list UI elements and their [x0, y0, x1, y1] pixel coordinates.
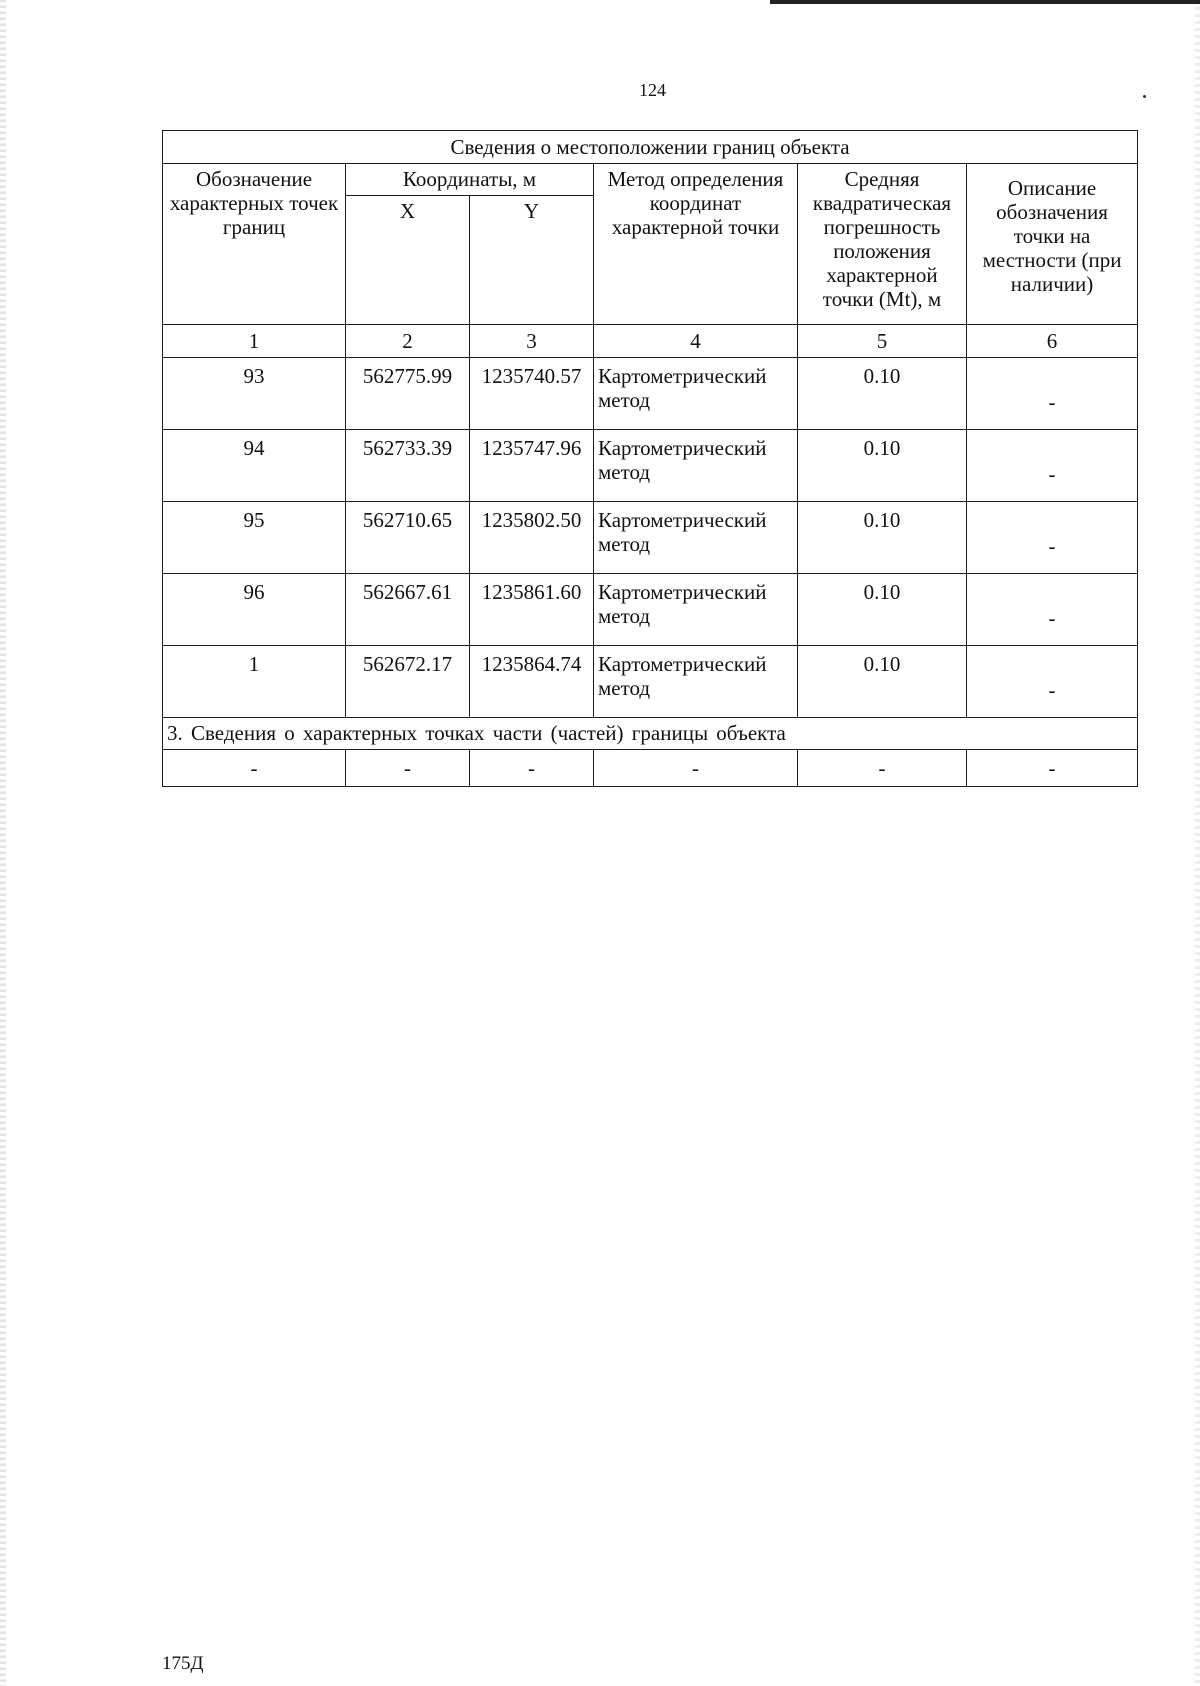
table-row: [163, 502, 1138, 574]
error-cell: 0.10: [798, 646, 967, 718]
point-cell: 96: [163, 574, 346, 646]
method-cell: Картометрический метод: [594, 358, 798, 430]
header-method: Метод определения координат характерной точки: [594, 164, 798, 325]
x-cell: 562775.99: [346, 358, 470, 430]
header-x: X: [346, 196, 470, 325]
header-row: [163, 164, 1138, 196]
description-cell: -: [967, 502, 1138, 574]
boundary-coordinates-table: [162, 130, 1138, 787]
x-cell: 562733.39: [346, 430, 470, 502]
empty-cell: -: [346, 750, 470, 787]
header-y: Y: [470, 196, 594, 325]
y-cell: 1235747.96: [470, 430, 594, 502]
method-cell: Картометрический метод: [594, 646, 798, 718]
x-cell: 562672.17: [346, 646, 470, 718]
x-cell: 562667.61: [346, 574, 470, 646]
error-cell: 0.10: [798, 502, 967, 574]
table-row: [163, 430, 1138, 502]
empty-cell: -: [163, 750, 346, 787]
empty-cell: -: [470, 750, 594, 787]
column-number: 2: [346, 325, 470, 358]
method-cell: Картометрический метод: [594, 502, 798, 574]
column-number: 1: [163, 325, 346, 358]
table-row: [163, 574, 1138, 646]
section-3-title: 3. Сведения о характерных точках части (частей) границы объекта: [163, 718, 1138, 750]
column-number: 5: [798, 325, 967, 358]
column-number: 6: [967, 325, 1138, 358]
table-row: [163, 358, 1138, 430]
header-error: Средняя квадратическая погрешность положения характерной точки (Mt), м: [798, 164, 967, 325]
point-cell: 94: [163, 430, 346, 502]
description-cell: -: [967, 646, 1138, 718]
empty-cell: -: [967, 750, 1138, 787]
header-description: Описание обозначения точки на местности (при наличии): [967, 164, 1138, 325]
scan-edge-left: [0, 0, 6, 1686]
description-cell: -: [967, 430, 1138, 502]
column-number-row: [163, 325, 1138, 358]
scan-edge-right: [1195, 0, 1200, 1686]
error-cell: 0.10: [798, 574, 967, 646]
footer-document-code: 175Д: [162, 1653, 204, 1674]
section-3-empty-row: [163, 750, 1138, 787]
table-row: [163, 646, 1138, 718]
description-cell: -: [967, 574, 1138, 646]
page-number: 124: [639, 80, 666, 100]
point-cell: 1: [163, 646, 346, 718]
y-cell: 1235802.50: [470, 502, 594, 574]
section-3-row: [163, 718, 1138, 750]
table-caption: Сведения о местоположении границ объекта: [163, 131, 1138, 164]
method-cell: Картометрический метод: [594, 574, 798, 646]
column-number: 4: [594, 325, 798, 358]
top-rule: [770, 0, 1200, 4]
error-cell: 0.10: [798, 358, 967, 430]
column-number: 3: [470, 325, 594, 358]
empty-cell: -: [594, 750, 798, 787]
x-cell: 562710.65: [346, 502, 470, 574]
method-cell: Картометрический метод: [594, 430, 798, 502]
header-point-designation: Обозначение характерных точек границ: [163, 164, 346, 325]
y-cell: 1235864.74: [470, 646, 594, 718]
description-cell: -: [967, 358, 1138, 430]
empty-cell: -: [798, 750, 967, 787]
y-cell: 1235861.60: [470, 574, 594, 646]
table-caption-row: [163, 131, 1138, 164]
point-cell: 95: [163, 502, 346, 574]
point-cell: 93: [163, 358, 346, 430]
header-coordinates: Координаты, м: [346, 164, 594, 196]
y-cell: 1235740.57: [470, 358, 594, 430]
error-cell: 0.10: [798, 430, 967, 502]
